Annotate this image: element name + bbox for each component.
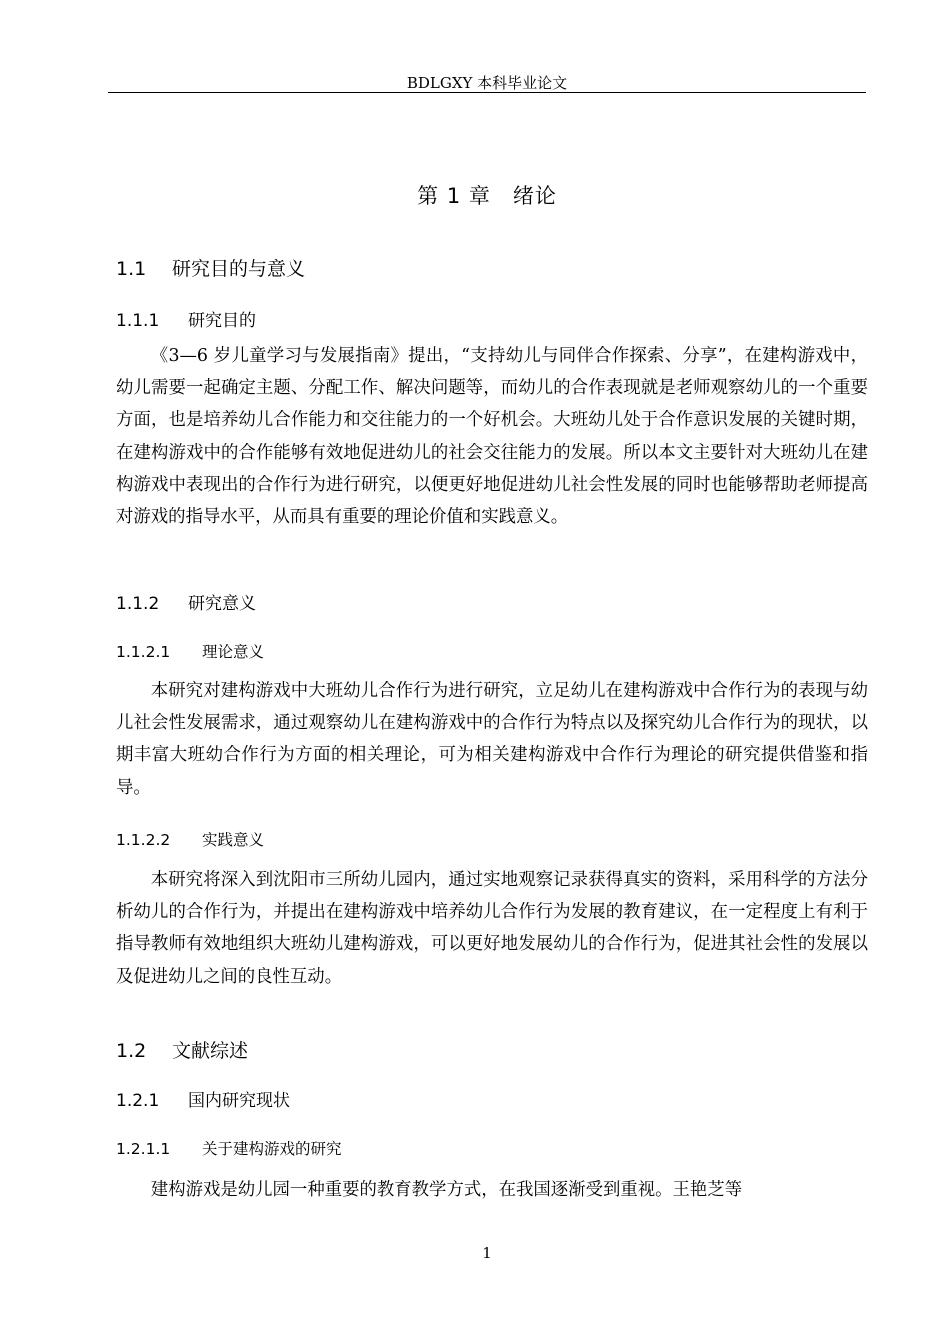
section-title: 文献综述: [172, 1040, 249, 1062]
heading-section-1-2: [116, 1036, 248, 1063]
page-number: 1: [482, 1244, 492, 1262]
paragraph-research-purpose: 《3—6 岁儿童学习与发展指南》提出，“支持幼儿与同伴合作探索、分享”，在建构游戏中，幼儿需要一起确定主题、分配工作、解决问题等，而幼儿的合作表现就是老师观察幼儿的一个重要方面，也是培养幼儿合作能力和交往能力的一个好机会。大班幼儿处于合作意识发展的关键时期，在建构游戏中的合作能够有效地促进幼儿的社会交往能力的发展。所以本文主要针对大班幼儿在建构游戏中表现出的合作行为进行研究，以便更好地促进幼儿社会性发展的同时也能够帮助老师提高对游戏的指导水平，从而具有重要的理论价值和实践意义。: [116, 346, 868, 528]
heading-section-1-1-1: [116, 306, 256, 331]
section-title: 理论意义: [202, 643, 265, 661]
section-title: 关于建构游戏的研究: [202, 1140, 342, 1158]
section-number: 1.1.2: [116, 594, 160, 614]
section-number: 1.2.1.1: [116, 1140, 171, 1158]
section-title: 研究目的与意义: [172, 258, 306, 280]
section-title: 实践意义: [202, 831, 265, 849]
section-number: 1.1: [116, 258, 147, 280]
section-title: 研究意义: [188, 594, 256, 614]
paragraph-theoretical-significance: 本研究对建构游戏中大班幼儿合作行为进行研究，立足幼儿在建构游戏中合作行为的表现与幼儿社会性发展需求，通过观察幼儿在建构游戏中的合作行为特点以及探究幼儿合作行为的现状，以期丰富大班幼合作行为方面的相关理论，可为相关建构游戏中合作行为理论的研究提供借鉴和指导。: [116, 681, 868, 798]
heading-section-1-1-2: [116, 589, 256, 614]
section-number: 1.2.1: [116, 1091, 160, 1111]
header-divider: [108, 92, 866, 93]
heading-section-1-2-1-1: [116, 1137, 342, 1159]
section-title: 研究目的: [188, 311, 256, 331]
paragraph-construction-games: 建构游戏是幼儿园一种重要的教育教学方式，在我国逐渐受到重视。王艳芝等: [150, 1180, 743, 1200]
heading-section-1-1-2-2: [116, 828, 264, 850]
section-number: 1.1.2.1: [116, 643, 171, 661]
chapter-title: 第 1 章 绪论: [417, 184, 557, 208]
running-header: BDLGXY 本科毕业论文: [406, 74, 568, 92]
paragraph-practical-significance: 本研究将深入到沈阳市三所幼儿园内，通过实地观察记录获得真实的资料，采用科学的方法分析幼儿的合作行为，并提出在建构游戏中培养幼儿合作行为发展的教育建议，在一定程度上有利于指导教师有效地组织大班幼儿建构游戏，可以更好地发展幼儿的合作行为，促进其社会性的发展以及促进幼儿之间的良性互动。: [116, 870, 868, 987]
section-number: 1.1.2.2: [116, 831, 171, 849]
heading-section-1-1: [116, 254, 305, 281]
heading-section-1-1-2-1: [116, 640, 264, 662]
section-number: 1.2: [116, 1040, 147, 1062]
section-number: 1.1.1: [116, 311, 160, 331]
section-title: 国内研究现状: [188, 1091, 290, 1111]
heading-section-1-2-1: [116, 1086, 290, 1111]
